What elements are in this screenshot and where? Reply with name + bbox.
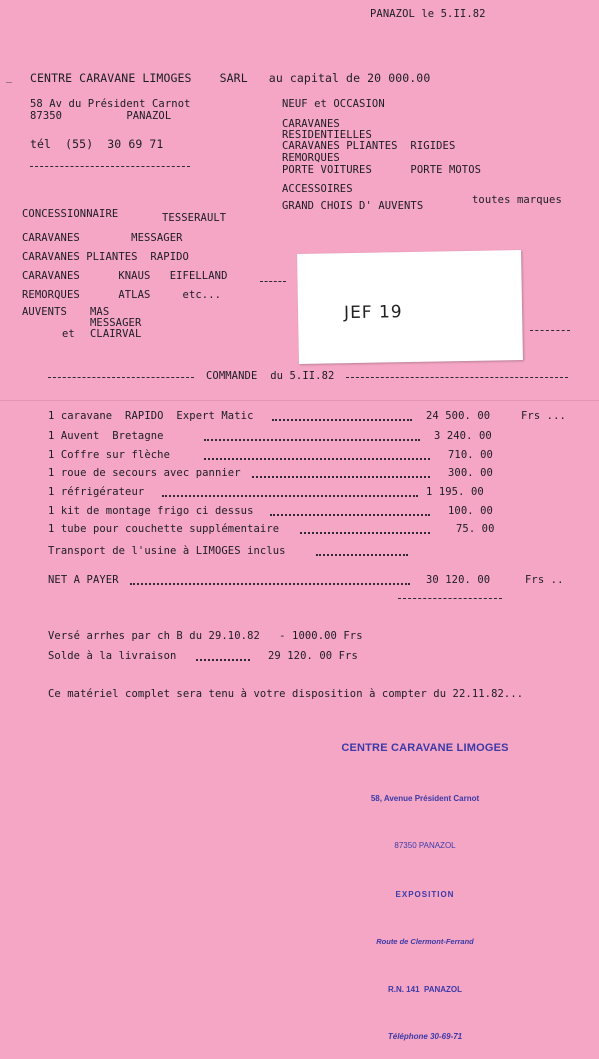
- item-amount: 710. 00: [448, 449, 493, 461]
- balance-value: 29 120. 00 Frs: [268, 650, 358, 662]
- item-leader: [204, 439, 420, 441]
- transport-leader: [316, 554, 408, 556]
- item-label: 1 Coffre sur flèche: [48, 449, 171, 461]
- item-leader: [270, 514, 430, 516]
- dealer-et: et: [62, 328, 75, 340]
- dealer-auvents-brand-mas: MAS: [90, 306, 110, 318]
- dealer-line-caravanes: CARAVANES MESSAGER: [22, 232, 183, 244]
- stamp-name: CENTRE CARAVANE LIMOGES: [341, 742, 509, 754]
- balance-label: Solde à la livraison: [48, 650, 177, 662]
- order-title-rule-left: [48, 377, 194, 378]
- reference-card: [297, 250, 523, 364]
- balance-leader: [196, 659, 250, 661]
- item-leader: [252, 476, 430, 478]
- item-amount: 75. 00: [456, 523, 495, 535]
- date-line: PANAZOL le 5.II.82: [370, 8, 486, 20]
- header-separator: [30, 166, 190, 167]
- item-amount: 24 500. 00: [426, 410, 491, 422]
- stamp-route: Route de Clermont-Ferrand: [376, 937, 474, 946]
- item-label: 1 caravane RAPIDO Expert Matic: [48, 410, 254, 422]
- net-amount: 30 120. 00: [426, 574, 491, 586]
- item-leader: [300, 532, 430, 534]
- stamp-telephone: Téléphone 30-69-71: [387, 1032, 463, 1041]
- item-amount: 300. 00: [448, 467, 493, 479]
- company-address-street: 58 Av du Président Carnot: [30, 98, 191, 110]
- header-mark: _: [6, 72, 13, 83]
- dealer-line-knaus: CARAVANES KNAUS EIFELLAND: [22, 270, 228, 282]
- item-amount: 3 240. 00: [434, 430, 492, 442]
- service-residentielles: RESIDENTIELLES: [282, 129, 372, 141]
- dealer-auvents-brand-messager: MESSAGER: [90, 317, 142, 329]
- item-label: 1 tube pour couchette supplémentaire: [48, 523, 280, 535]
- dealer-title: CONCESSIONNAIRE: [22, 208, 119, 220]
- service-pliantes-rigides: CARAVANES PLIANTES RIGIDES: [282, 140, 456, 152]
- service-caravanes: CARAVANES: [282, 118, 340, 130]
- service-porte-voitures-motos: PORTE VOITURES PORTE MOTOS: [282, 164, 482, 176]
- item-amount: 1 195. 00: [426, 486, 484, 498]
- net-underline: [398, 598, 502, 599]
- dealer-line-remorques: REMORQUES ATLAS etc...: [22, 289, 222, 301]
- fold-line: [0, 400, 599, 401]
- item-label: 1 roue de secours avec pannier: [48, 467, 241, 479]
- item-leader: [204, 458, 430, 460]
- transport-line: Transport de l'usine à LIMOGES inclus: [48, 545, 286, 557]
- service-neuf-occasion: NEUF et OCCASION: [282, 98, 385, 110]
- company-header: CENTRE CARAVANE LIMOGES SARL au capital de 20 000.00: [30, 71, 431, 85]
- service-accessoires: ACCESSOIRES: [282, 183, 353, 195]
- company-stamp: [334, 706, 516, 1059]
- reference-code: JEF 19: [343, 302, 403, 324]
- item-leader: [162, 495, 418, 497]
- item-label: 1 réfrigérateur: [48, 486, 145, 498]
- dealer-brand: TESSERAULT: [162, 212, 227, 224]
- stamp-city: 87350 PANAZOL: [394, 841, 456, 850]
- dealer-auvents-brand-clairval: CLAIRVAL: [90, 328, 142, 340]
- net-leader: [130, 583, 410, 585]
- net-label: NET A PAYER: [48, 574, 119, 586]
- item-label: 1 Auvent Bretagne: [48, 430, 164, 442]
- item-amount: 100. 00: [448, 505, 493, 517]
- stamp-exposition: EXPOSITION: [395, 890, 455, 899]
- net-currency: Frs ..: [525, 574, 564, 586]
- service-auvents: GRAND CHOIS D' AUVENTS: [282, 200, 424, 212]
- deposit-line: Versé arrhes par ch B du 29.10.82 - 1000.00 Frs: [48, 630, 363, 642]
- item-leader: [272, 419, 412, 421]
- order-title-rule-right: [346, 377, 568, 378]
- order-title: COMMANDE du 5.II.82: [206, 370, 335, 382]
- company-address-city: 87350 PANAZOL: [30, 110, 172, 122]
- availability-note: Ce matériel complet sera tenu à votre disposition à compter du 22.11.82...: [48, 688, 524, 700]
- dealer-line-pliantes: CARAVANES PLIANTES RAPIDO: [22, 251, 189, 263]
- dealer-auvents-label: AUVENTS: [22, 306, 67, 318]
- item-currency: Frs ...: [521, 410, 566, 422]
- dealer-dash: [260, 281, 286, 282]
- item-label: 1 kit de montage frigo ci dessus: [48, 505, 254, 517]
- service-remorques: REMORQUES: [282, 152, 340, 164]
- stamp-rn: R.N. 141 PANAZOL: [387, 985, 463, 994]
- company-phone: tél (55) 30 69 71: [30, 137, 164, 151]
- toutes-marques: toutes marques: [472, 194, 562, 206]
- stamp-address: 58, Avenue Président Carnot: [370, 794, 480, 803]
- right-dash: [530, 330, 570, 331]
